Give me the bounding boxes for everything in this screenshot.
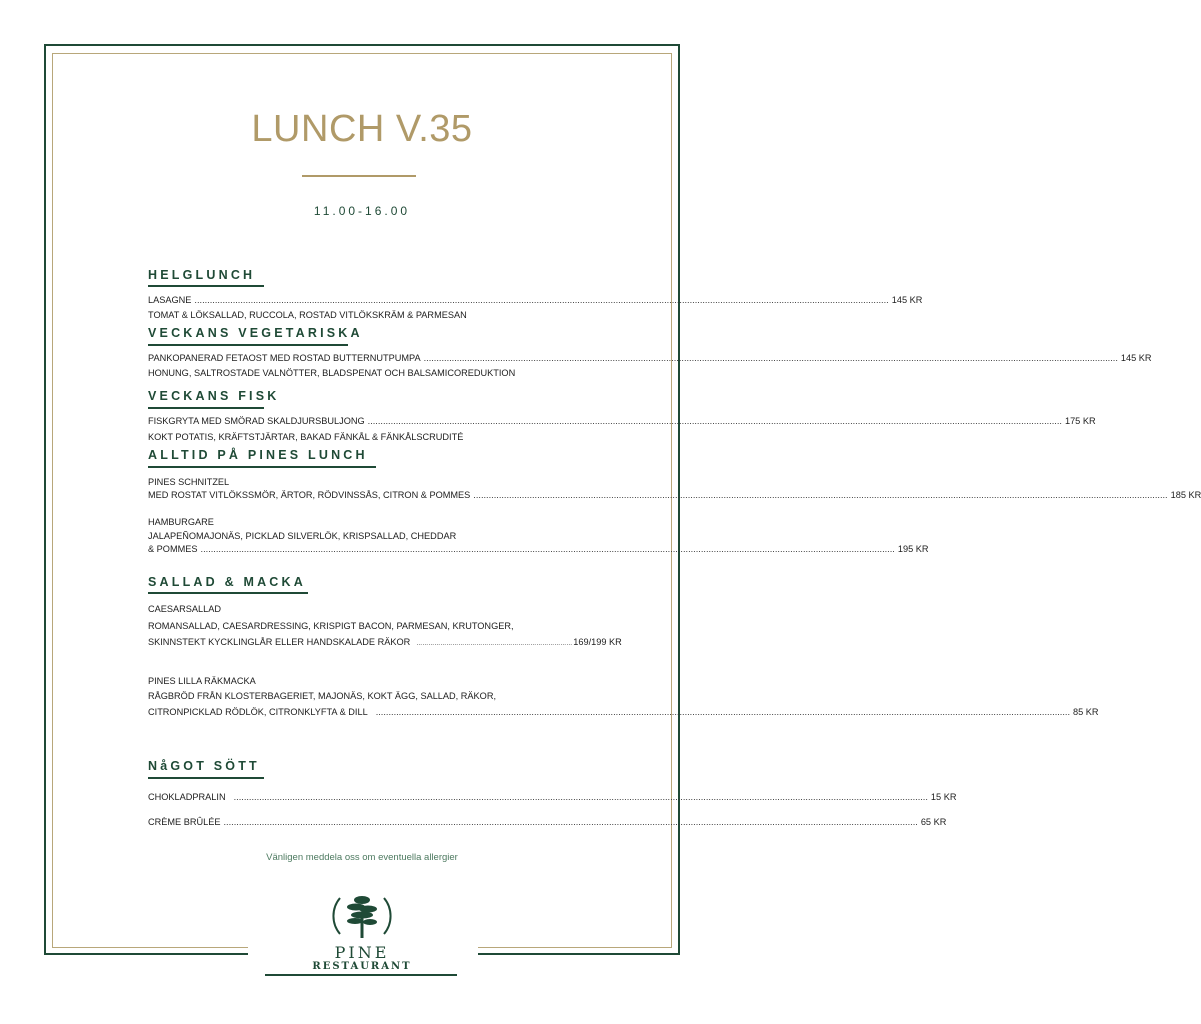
dot-leader: ……………………………………………………………………: [416, 641, 573, 647]
item-description: JALAPEÑOMAJONÄS, PICKLAD SILVERLÖK, KRISPSALLAD, CHEDDAR: [148, 531, 457, 541]
section-heading-sott: NåGOT SÖTT: [148, 759, 260, 773]
menu-item-fiskgryta: [148, 415, 1096, 427]
item-price: 65 KR: [920, 817, 947, 827]
item-price: 85 KR: [1073, 707, 1099, 717]
item-price: 175 KR: [1064, 416, 1096, 426]
logo-wordmark: PINE: [334, 943, 390, 962]
section-rule-sallad: [148, 592, 308, 594]
menu-item-caesarsallad: [148, 636, 622, 648]
allergy-note: Vänligen meddela oss om eventuella allergier: [266, 852, 458, 863]
section-rule-fisk: [148, 407, 264, 409]
dot-leader: [368, 415, 1062, 427]
dot-leader: [376, 706, 1070, 718]
menu-item-fetaost: [148, 352, 1152, 364]
section-heading-vegetariska: VECKANS VEGETARISKA: [148, 326, 363, 340]
item-name: PANKOPANERAD FETAOST MED ROSTAD BUTTERNUTPUMPA: [148, 353, 421, 363]
item-price: 15 KR: [930, 792, 957, 802]
dot-leader: [424, 352, 1118, 364]
section-rule-alltid: [148, 466, 376, 468]
item-price: 169/199 KR: [573, 637, 622, 647]
item-price: 185 KR: [1170, 490, 1201, 500]
section-heading-helglunch: HELGLUNCH: [148, 268, 256, 282]
menu-item-schnitzel: [148, 489, 1201, 501]
item-name: CRÈME BRÛLÉE: [148, 817, 221, 827]
item-description: ROMANSALLAD, CAESARDRESSING, KRISPIGT BACON, PARMESAN, KRUTONGER,: [148, 621, 514, 631]
item-description: RÅGBRÖD FRÅN KLOSTERBAGERIET, MAJONÄS, KOKT ÄGG, SALLAD, RÄKOR,: [148, 691, 497, 701]
item-description: SKINNSTEKT KYCKLINGLÅR ELLER HANDSKALADE RÄKOR: [148, 637, 411, 647]
dot-leader: [224, 816, 918, 828]
item-name: CHOKLADPRALIN: [148, 792, 226, 802]
pine-tree-logo-icon: [330, 890, 394, 946]
logo-underline: [265, 974, 457, 976]
item-description: CITRONPICKLAD RÖDLÖK, CITRONKLYFTA & DILL: [148, 707, 368, 717]
item-name-hamburgare: HAMBURGARE: [148, 517, 214, 527]
section-rule-vegetariska: [148, 344, 348, 346]
dot-leader: [234, 791, 928, 803]
section-heading-alltid: ALLTID PÅ PINES LUNCH: [148, 448, 368, 462]
item-price: 145 KR: [1120, 353, 1152, 363]
opening-hours: 11.00-16.00: [313, 204, 411, 218]
item-price: 195 KR: [897, 544, 929, 554]
menu-item-lasagne: [148, 294, 923, 306]
section-rule-helglunch: [148, 285, 264, 287]
item-price: 145 KR: [891, 295, 923, 305]
dot-leader: [194, 294, 888, 306]
item-description: TOMAT & LÖKSALLAD, RUCCOLA, ROSTAD VITLÖKSKRÄM & PARMESAN: [148, 310, 467, 320]
menu-item-hamburgare: [148, 543, 929, 555]
menu-item-chokladpralin: [148, 791, 957, 803]
menu-item-creme-brulee: [148, 816, 947, 828]
menu-item-rakmacka: [148, 706, 1099, 718]
item-description: KOKT POTATIS, KRÄFTSTJÄRTAR, BAKAD FÄNKÅL & FÄNKÅLSCRUDITÉ: [148, 432, 464, 442]
dot-leader: [201, 543, 895, 555]
section-heading-sallad: SALLAD & MACKA: [148, 575, 306, 589]
item-description: HONUNG, SALTROSTADE VALNÖTTER, BLADSPENAT OCH BALSAMICOREDUKTION: [148, 368, 516, 378]
item-name: LASAGNE: [148, 295, 192, 305]
item-name-schnitzel: PINES SCHNITZEL: [148, 477, 230, 487]
item-name-caesarsallad: CAESARSALLAD: [148, 604, 222, 614]
logo-subtitle: RESTAURANT: [312, 961, 412, 972]
dot-leader: [473, 489, 1167, 501]
title-divider: [302, 175, 416, 177]
item-description: & POMMES: [148, 544, 198, 554]
item-description: MED ROSTAT VITLÖKSSMÖR, ÄRTOR, RÖDVINSSÅS, CITRON & POMMES: [148, 490, 471, 500]
item-name-rakmacka: PINES LILLA RÄKMACKA: [148, 676, 256, 686]
item-name: FISKGRYTA MED SMÖRAD SKALDJURSBULJONG: [148, 416, 365, 426]
section-heading-fisk: VECKANS FISK: [148, 389, 280, 403]
section-rule-sott: [148, 777, 264, 779]
page-title: LUNCH V.35: [251, 108, 473, 150]
